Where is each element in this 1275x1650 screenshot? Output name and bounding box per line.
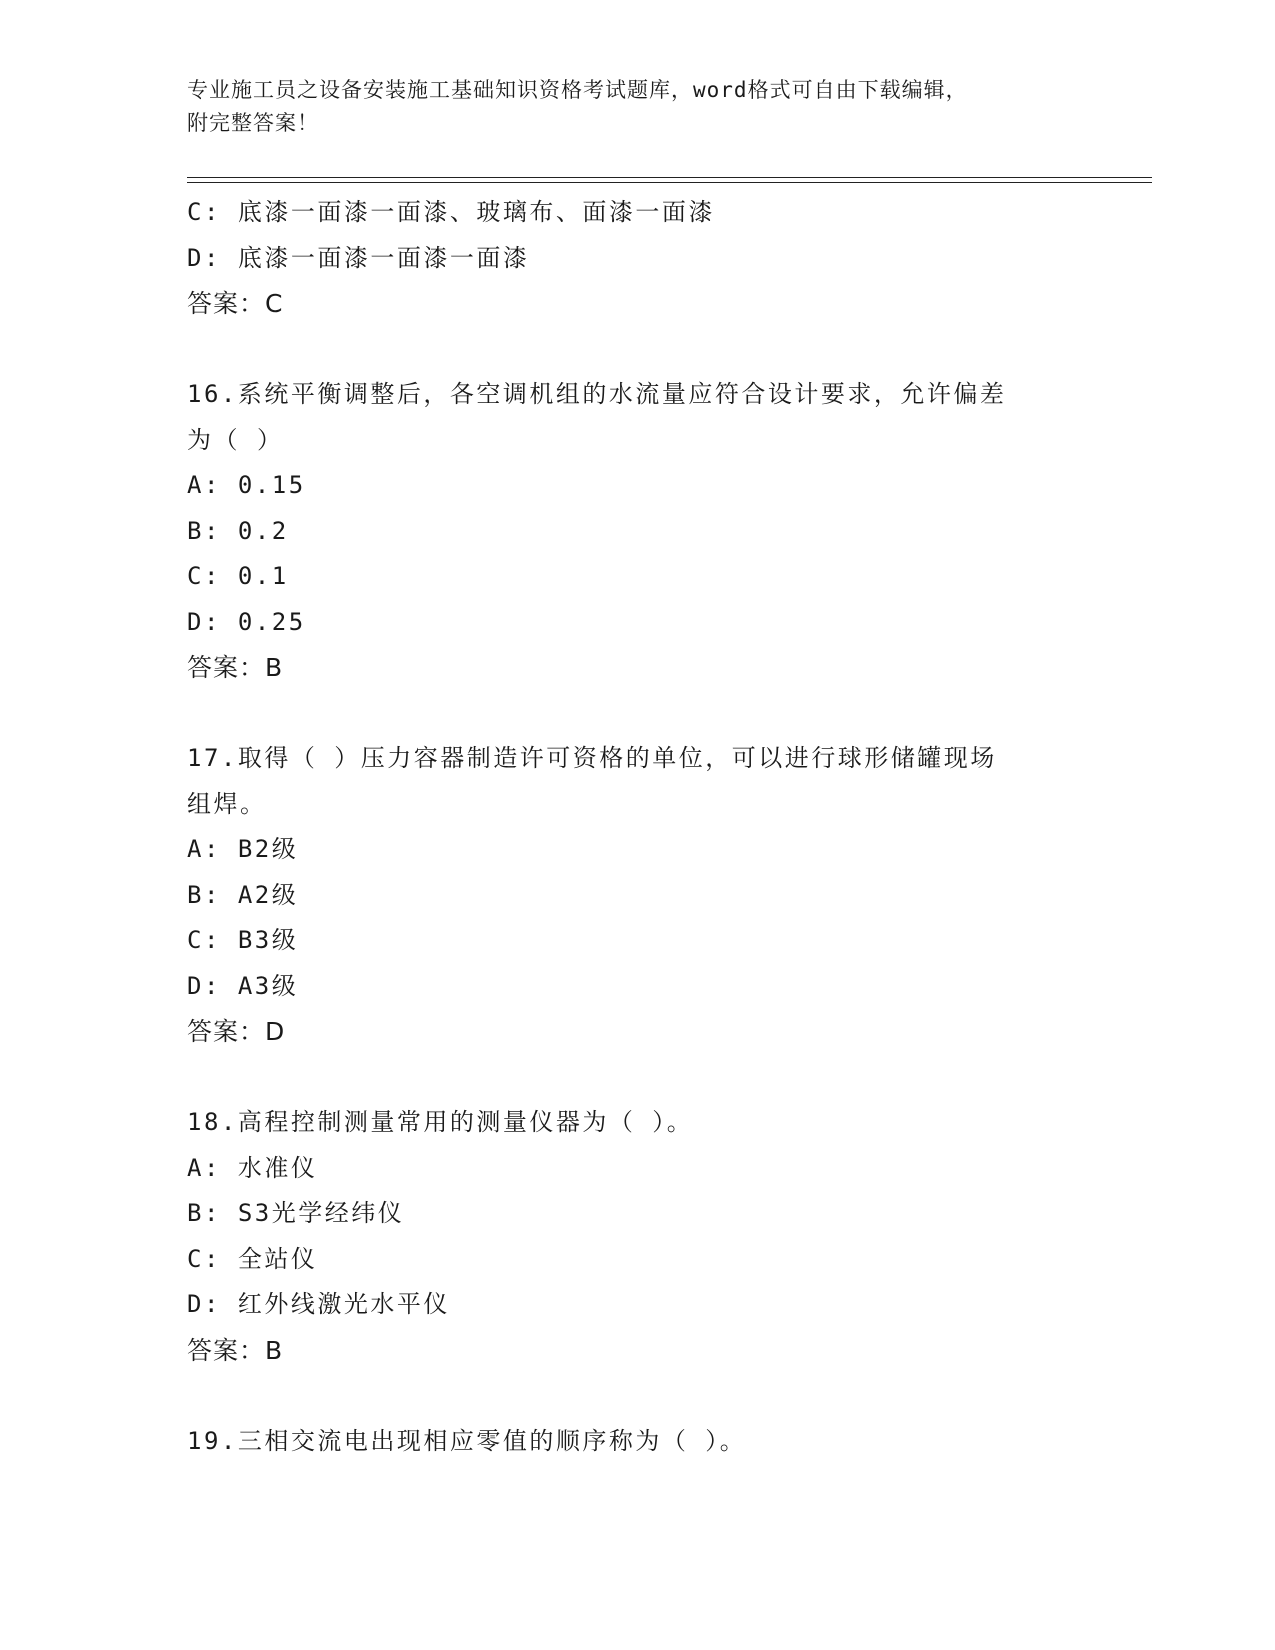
- question-18: [187, 1100, 1107, 1373]
- question-17: [187, 736, 1107, 1055]
- option-b: B: A2级: [187, 880, 299, 909]
- question-15-continued: [187, 190, 1107, 327]
- question-stem: 17.取得（ ）压力容器制造许可资格的单位，可以进行球形储罐现场: [187, 744, 997, 772]
- option-b: B: 0.2: [187, 516, 289, 545]
- question-stem: 16.系统平衡调整后，各空调机组的水流量应符合设计要求，允许偏差: [187, 380, 1007, 408]
- option-b: B: S3光学经纬仪: [187, 1199, 405, 1227]
- question-16: [187, 372, 1107, 691]
- option-d: D: 红外线激光水平仪: [187, 1290, 450, 1318]
- option-d: D: 0.25: [187, 607, 306, 636]
- header-divider-bottom: [187, 182, 1152, 183]
- question-list: [187, 190, 1107, 1464]
- spacer: [187, 1373, 1107, 1419]
- option-c: C: 0.1: [187, 562, 289, 590]
- answer-line: 答案：B: [187, 653, 284, 682]
- question-19: [187, 1419, 1107, 1465]
- answer-line: 答案：D: [187, 1017, 286, 1046]
- answer-line: 答案：C: [187, 289, 284, 318]
- option-a: A: 水准仪: [187, 1153, 318, 1182]
- option-d: D: A3级: [187, 971, 299, 1000]
- question-stem: 19.三相交流电出现相应零值的顺序称为（ ）。: [187, 1426, 747, 1455]
- option-c: C: B3级: [187, 926, 299, 954]
- option-c: C: 底漆一面漆一面漆、玻璃布、面漆一面漆: [187, 198, 715, 226]
- question-stem: 18.高程控制测量常用的测量仪器为（ ）。: [187, 1108, 694, 1136]
- header-line-2: 附完整答案！: [187, 111, 319, 135]
- spacer: [187, 327, 1107, 373]
- document-header: [187, 74, 1087, 140]
- option-d: D: 底漆一面漆一面漆一面漆: [187, 243, 530, 272]
- answer-line: 答案：B: [187, 1335, 284, 1365]
- header-line-1: 专业施工员之设备安装施工基础知识资格考试题库，word格式可自由下载编辑，: [187, 78, 968, 102]
- option-a: A: 0.15: [187, 471, 306, 499]
- spacer: [187, 691, 1107, 737]
- question-stem-continued: 为（ ）: [187, 425, 284, 454]
- option-c: C: 全站仪: [187, 1244, 318, 1273]
- question-stem-continued: 组焊。: [187, 789, 267, 818]
- option-a: A: B2级: [187, 835, 299, 863]
- header-divider-top: [187, 177, 1152, 178]
- spacer: [187, 1055, 1107, 1101]
